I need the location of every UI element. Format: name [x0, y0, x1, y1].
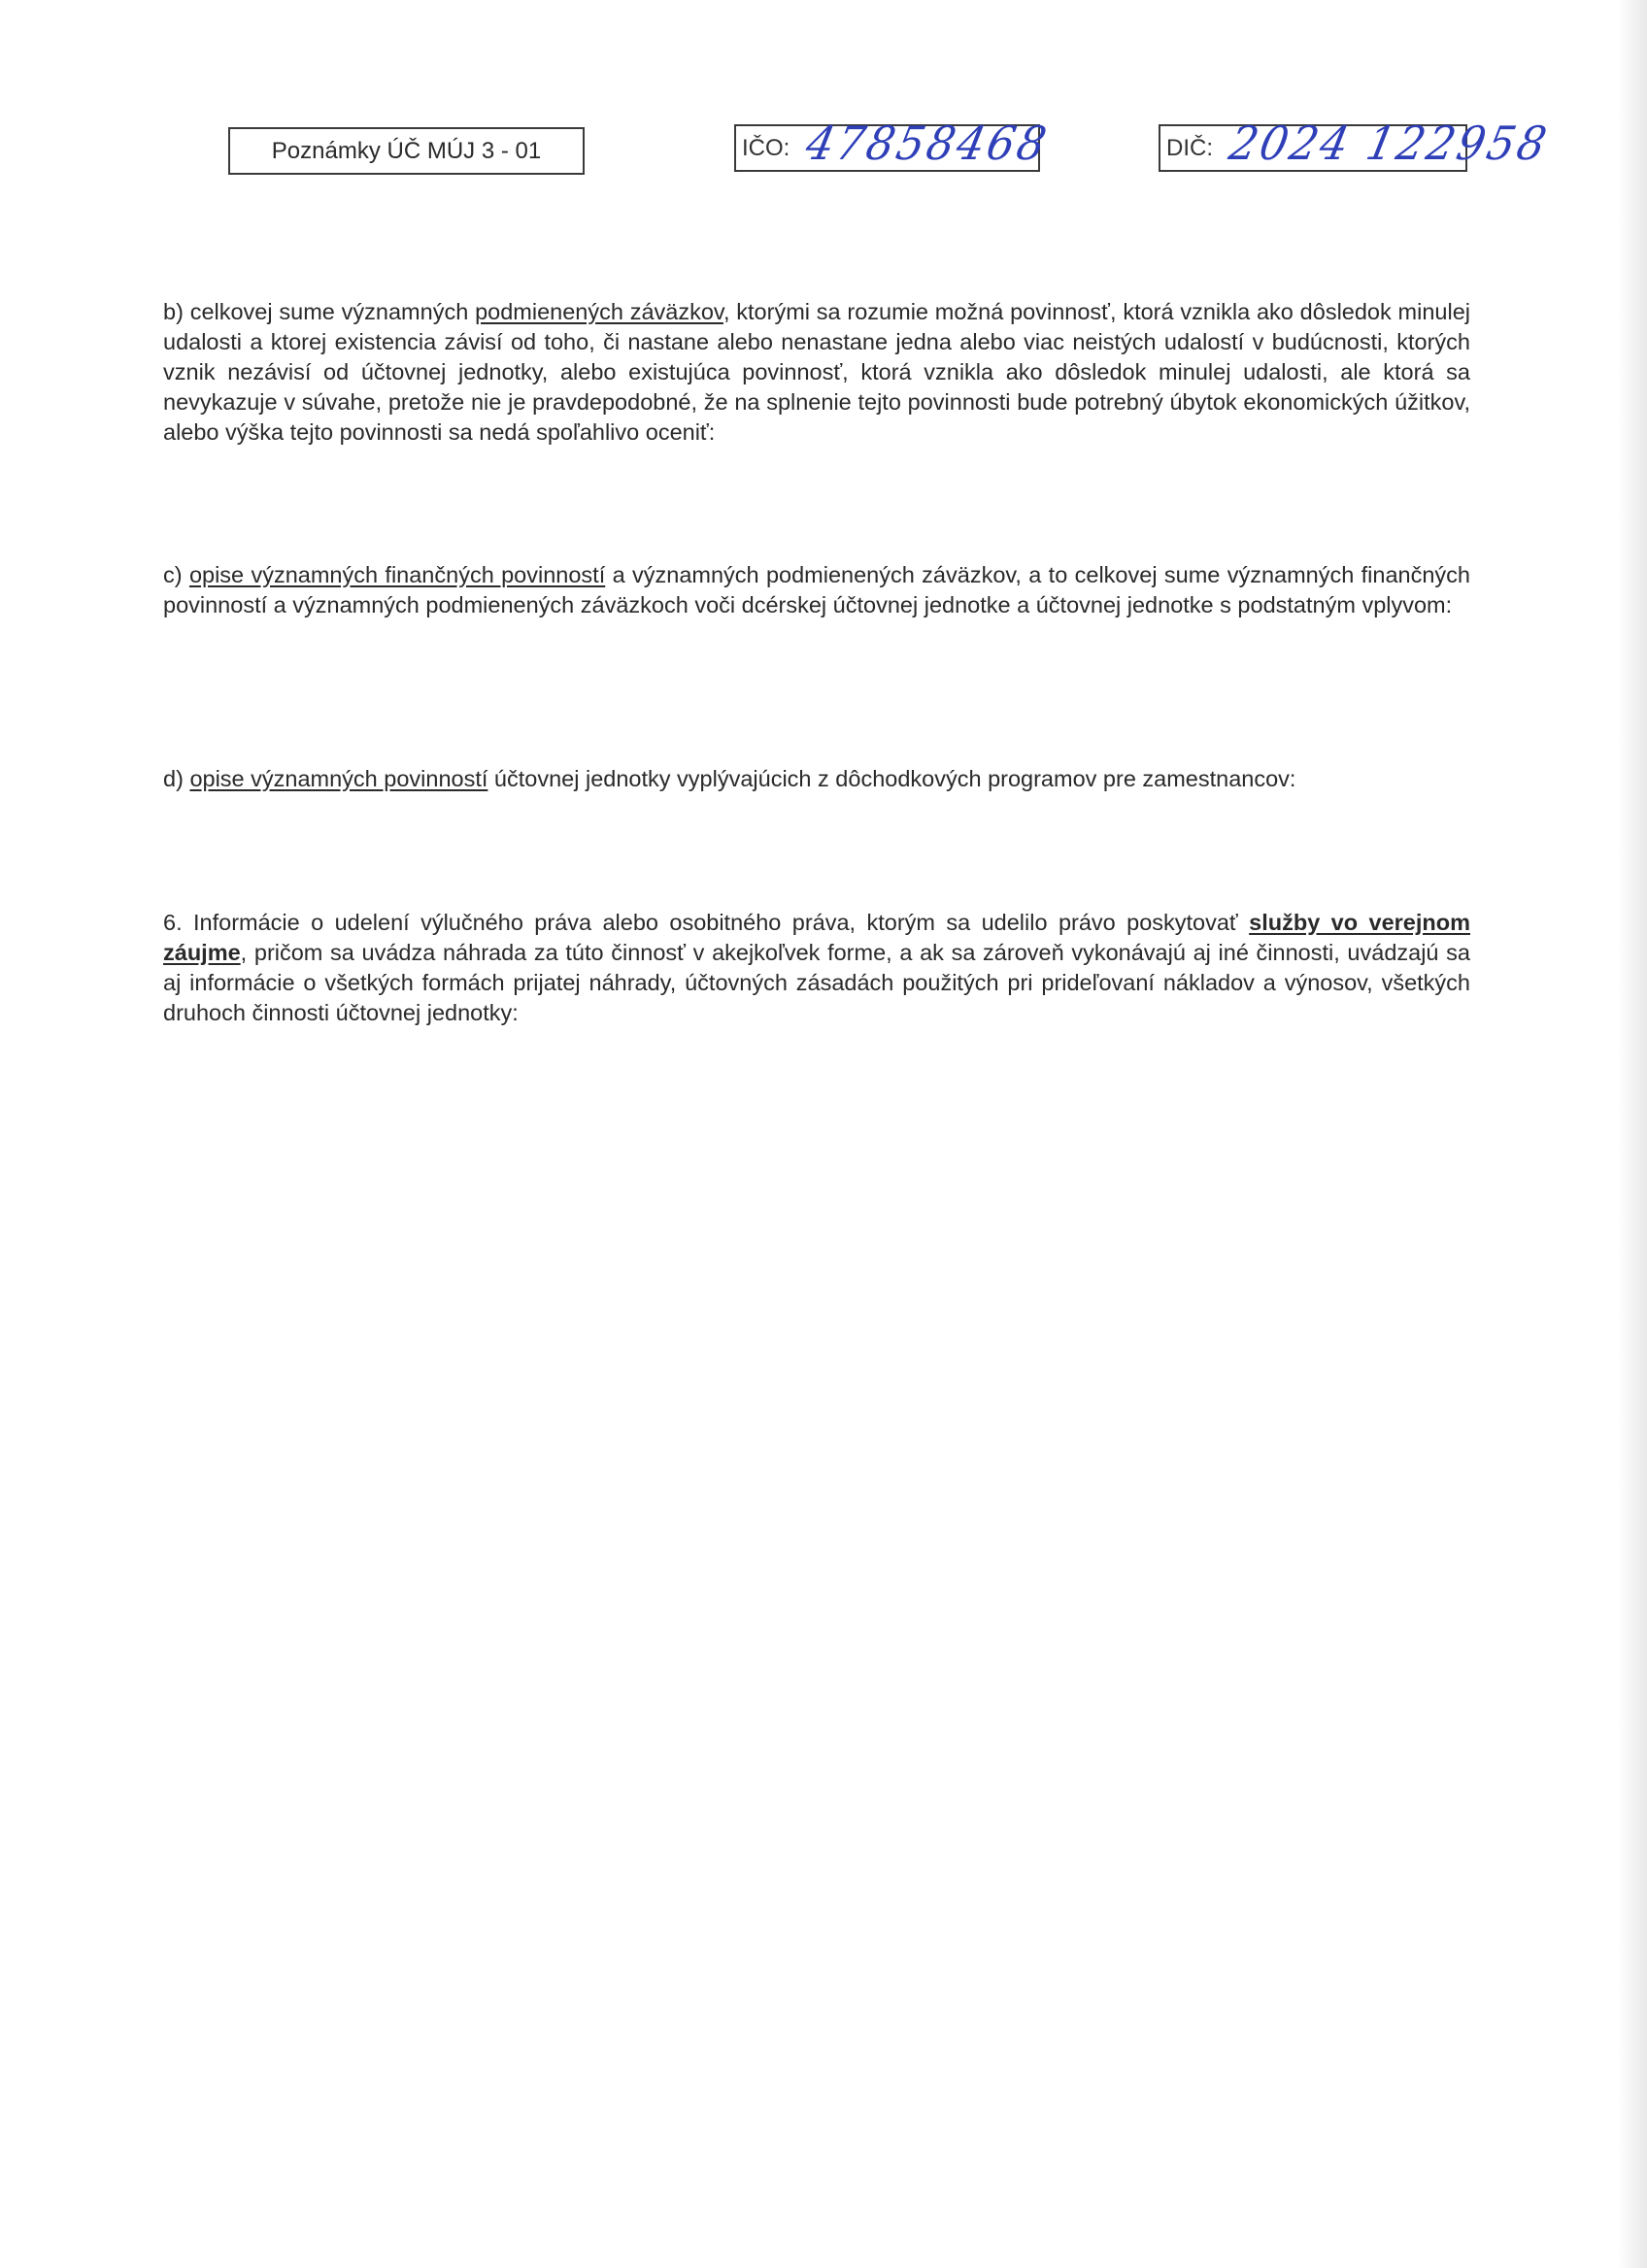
section-d-text: účtovnej jednotky vyplývajúcich z dôchodkových programov pre zamestnancov:	[487, 765, 1296, 791]
section-b-underlined-term: podmienených záväzkov	[475, 298, 723, 324]
section-6-text: , pričom sa uvádza náhrada za túto činnosť v akejkoľvek forme, a ak sa zároveň vykonávajú aj iné činnosti, uvádzajú sa aj informácie o všetkých formách prijatej náhrady, účtovných zásadách použitých pri prideľovaní nákladov a výnosov, všetkých druhoch činnosti účtovnej jednotky:	[163, 939, 1470, 1025]
section-b-paragraph	[163, 297, 1470, 448]
dic-label: DIČ:	[1166, 134, 1213, 161]
section-d-underlined-term: opise významných povinností	[189, 765, 488, 791]
section-c-prefix: c)	[163, 561, 189, 587]
ico-value: 47858468	[801, 117, 1055, 172]
section-b-text: , ktorými sa rozumie možná povinnosť, ktorá vznikla ako dôsledok minulej udalosti a ktorej existencia závisí od toho, či nastane alebo nenastane jedna alebo viac neistých udalostí v budúcnosti, ktorých vznik nezávisí od účtovnej jednotky, alebo existujúca povinnosť, ktorá vznikla ako dôsledok minulej udalosti, ale ktorá sa nevykazuje v súvahe, pretože nie je pravdepodobné, že na splnenie tejto povinnosti bude potrebný úbytok ekonomických úžitkov, alebo výška tejto povinnosti sa nedá spoľahlivo oceniť:	[163, 298, 1470, 445]
section-c-paragraph	[163, 560, 1470, 620]
form-reference-label: Poznámky ÚČ MÚJ 3 - 01	[271, 137, 542, 164]
dic-value: 2024 122958	[1225, 117, 1554, 172]
ico-label: IČO:	[742, 134, 790, 161]
form-reference-box	[228, 127, 585, 175]
section-6-bold-term: služby vo verejnom záujme	[163, 909, 1470, 965]
section-d-paragraph	[163, 764, 1470, 794]
section-6-paragraph	[163, 908, 1470, 1028]
ico-field	[734, 117, 1055, 172]
section-b-prefix: b) celkovej sume významných	[163, 298, 476, 324]
section-c-underlined-term: opise významných finančných povinností	[188, 561, 606, 587]
dic-field	[1159, 117, 1554, 172]
section-d-prefix: d)	[163, 765, 190, 791]
scan-edge-shadow	[1618, 0, 1647, 2268]
section-6-prefix: 6. Informácie o udelení výlučného práva alebo osobitného práva, ktorým sa udelilo právo poskytovať	[163, 909, 1250, 935]
section-c-text: a významných podmienených záväzkov, a to celkovej sume významných finančných povinností a významných podmienených záväzkoch voči dcérskej účtovnej jednotke a účtovnej jednotke s podstatným vplyvom:	[163, 561, 1470, 617]
